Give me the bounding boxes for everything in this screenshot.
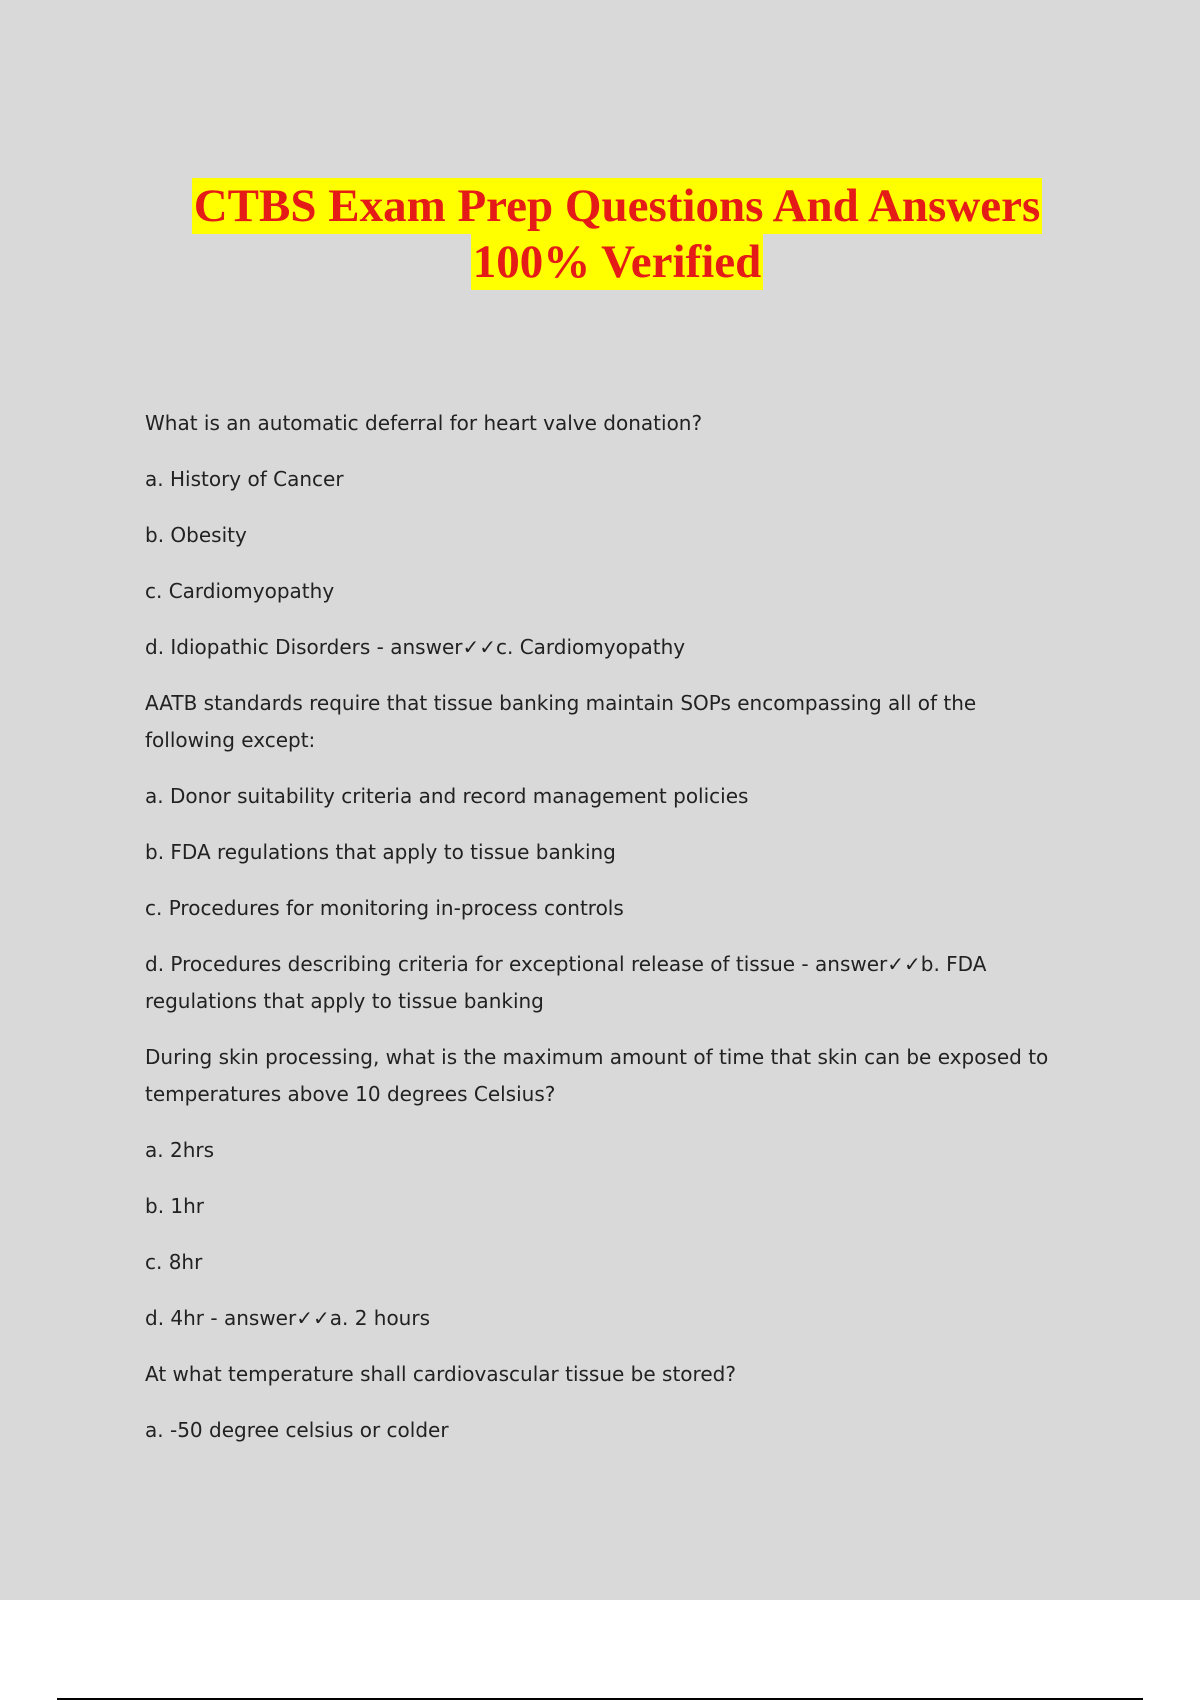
option-2a: a. Donor suitability criteria and record management policies xyxy=(145,784,749,808)
document-title xyxy=(0,178,1200,290)
option-4a: a. -50 degree celsius or colder xyxy=(145,1418,449,1442)
question-1: What is an automatic deferral for heart valve donation? xyxy=(145,411,703,435)
option-1c: c. Cardiomyopathy xyxy=(145,579,335,603)
question-3: During skin processing, what is the maximum amount of time that skin can be exposed to temperatures above 10 degrees Celsius? xyxy=(145,1045,1049,1106)
title-line-2: 100% Verified xyxy=(472,236,762,288)
option-3b: b. 1hr xyxy=(145,1194,205,1218)
option-1b: b. Obesity xyxy=(145,523,247,547)
option-2d-answer: d. Procedures describing criteria for exceptional release of tissue - answer✓✓b. FDA regulations that apply to tissue banking xyxy=(145,952,987,1013)
option-1d-answer: d. Idiopathic Disorders - answer✓✓c. Cardiomyopathy xyxy=(145,635,686,659)
document-body xyxy=(145,405,1065,1449)
option-3c: c. 8hr xyxy=(145,1250,203,1274)
option-2b: b. FDA regulations that apply to tissue banking xyxy=(145,840,616,864)
option-2c: c. Procedures for monitoring in-process controls xyxy=(145,896,624,920)
option-1a: a. History of Cancer xyxy=(145,467,344,491)
title-line-1: CTBS Exam Prep Questions And Answers xyxy=(193,180,1041,232)
option-3d-answer: d. 4hr - answer✓✓a. 2 hours xyxy=(145,1306,430,1330)
question-2: AATB standards require that tissue banking maintain SOPs encompassing all of the following except: xyxy=(145,691,977,752)
option-3a: a. 2hrs xyxy=(145,1138,215,1162)
question-4: At what temperature shall cardiovascular tissue be stored? xyxy=(145,1362,736,1386)
